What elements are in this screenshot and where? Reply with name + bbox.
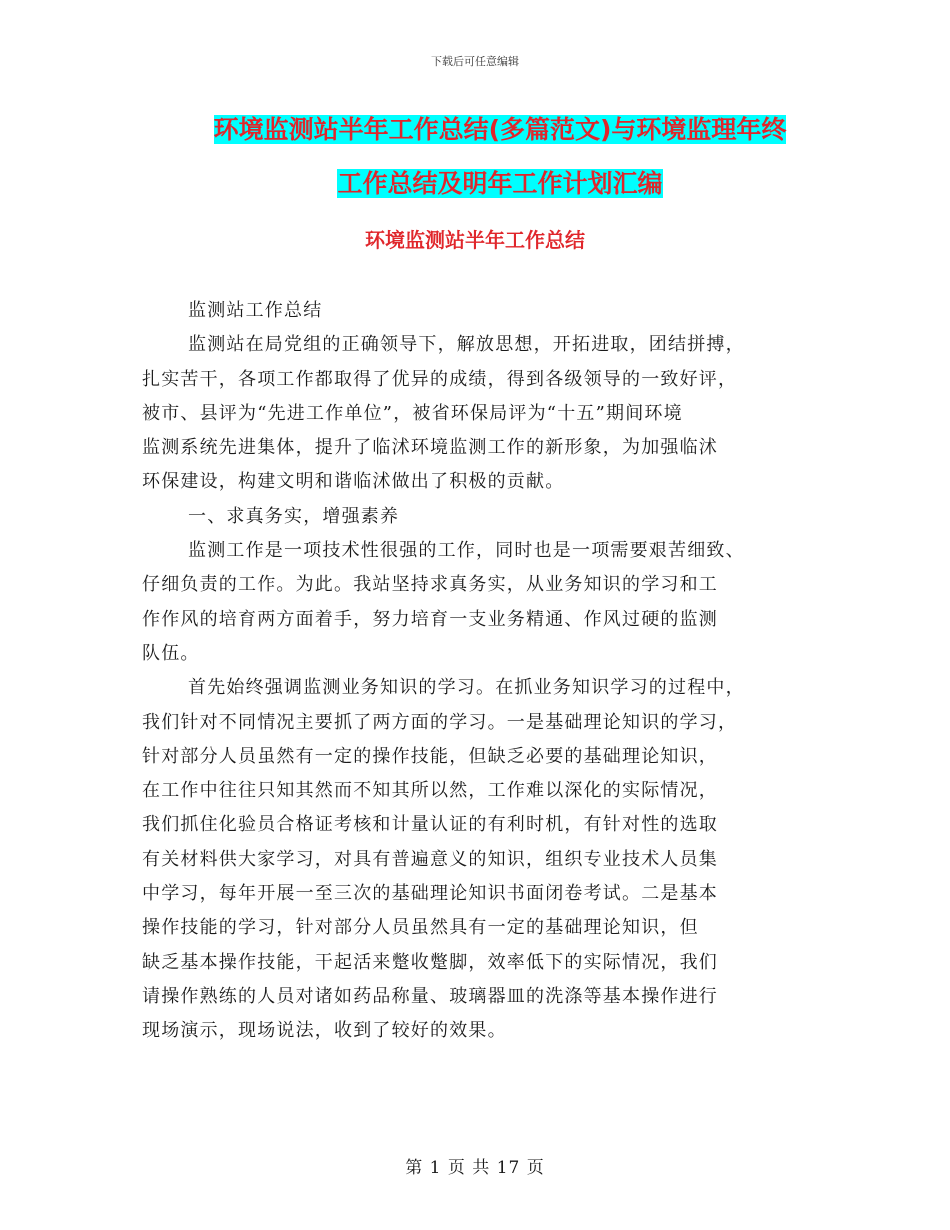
- text-line: 队伍。: [142, 642, 200, 664]
- text-line: 作作风的培育两方面着手，努力培育一支业务精通、作风过硬的监测: [142, 608, 718, 630]
- text-line: 被市、县评为“先进工作单位”，被省环保局评为“十五”期间环境: [142, 402, 683, 424]
- document-title-line-2: 工作总结及明年工作计划汇编: [337, 169, 663, 198]
- text-line: 现场演示，现场说法，收到了较好的效果。: [142, 1020, 507, 1042]
- text-line: 首先始终强调监测业务知识的学习。在抓业务知识学习的过程中，: [188, 677, 745, 699]
- paragraph-heading: 监测站工作总结: [188, 300, 323, 321]
- text-line: 针对部分人员虽然有一定的操作技能，但缺乏必要的基础理论知识，: [142, 745, 718, 767]
- text-line: 请操作熟练的人员对诸如药品称量、玻璃器皿的洗涤等基本操作进行: [142, 985, 718, 1007]
- text-line: 监测站在局党组的正确领导下，解放思想，开拓进取，团结拼搏，: [188, 334, 745, 356]
- text-line: 扎实苦干，各项工作都取得了优异的成绩，得到各级领导的一致好评，: [142, 368, 738, 390]
- section-heading: 一、求真务实，增强素养: [188, 505, 400, 527]
- text-line: 有关材料供大家学习，对具有普遍意义的知识，组织专业技术人员集: [142, 848, 718, 870]
- text-line: 操作技能的学习，针对部分人员虽然具有一定的基础理论知识，但: [142, 917, 699, 939]
- document-title: [120, 108, 880, 216]
- text-line: 中学习，每年开展一至三次的基础理论知识书面闭卷考试。二是基本: [142, 883, 718, 905]
- document-title-line-1: 环境监测站半年工作总结(多篇范文)与环境监理年终: [213, 115, 787, 144]
- text-line: 在工作中往往只知其然而不知其所以然，工作难以深化的实际情况，: [142, 780, 718, 802]
- text-line: 环保建设，构建文明和谐临沭做出了积极的贡献。: [142, 471, 565, 493]
- body-text: [142, 294, 802, 1049]
- header-note: 下载后可任意编辑: [431, 55, 519, 68]
- text-line: 监测系统先进集体，提升了临沭环境监测工作的新形象，为加强临沭: [142, 437, 718, 459]
- text-line: 我们抓住化验员合格证考核和计量认证的有利时机，有针对性的选取: [142, 814, 718, 836]
- section-title: 环境监测站半年工作总结: [365, 228, 585, 252]
- text-line: 监测工作是一项技术性很强的工作，同时也是一项需要艰苦细致、: [188, 540, 745, 562]
- page-footer: 第 1 页 共 17 页: [405, 1158, 545, 1178]
- text-line: 我们针对不同情况主要抓了两方面的学习。一是基础理论知识的学习，: [142, 711, 738, 733]
- text-line: 仔细负责的工作。为此。我站坚持求真务实，从业务知识的学习和工: [142, 574, 718, 596]
- text-line: 缺乏基本操作技能，干起活来蹩收蹩脚，效率低下的实际情况，我们: [142, 951, 718, 973]
